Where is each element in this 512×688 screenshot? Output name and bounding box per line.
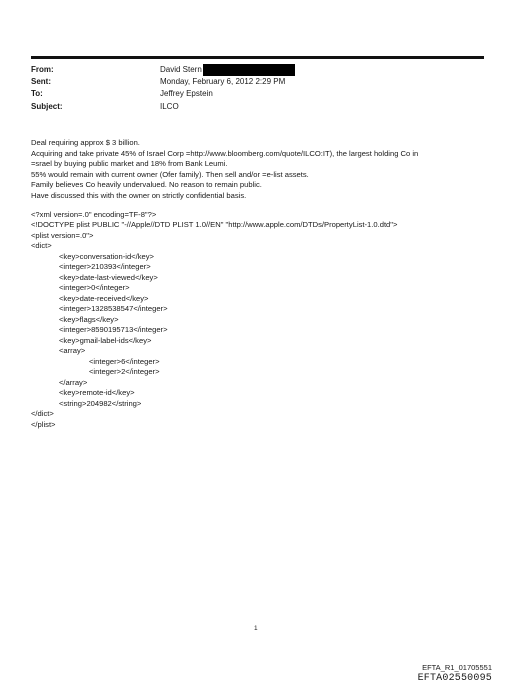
email-body — [31, 138, 491, 430]
xml-line: <string>204982</string> — [59, 398, 142, 408]
xml-line: <key>flags</key> — [59, 314, 119, 324]
xml-line: <!DOCTYPE plist PUBLIC "-//Apple//DTD PLIST 1.0//EN" "http://www.apple.com/DTDs/PropertyList-1.0.dtd"> — [31, 220, 398, 230]
to-label: To: — [31, 89, 43, 99]
subject-value: ILCO — [160, 101, 179, 111]
xml-line: <integer>6</integer> — [89, 356, 160, 366]
body-line: 55% would remain with current owner (Ofer family). Then sell and/or =e-list assets. — [31, 169, 309, 179]
xml-line: <integer>1328538547</integer> — [59, 304, 168, 314]
subject-row — [31, 101, 295, 113]
xml-line: <key>remote-id</key> — [59, 388, 135, 398]
bates-number: EFTA02550095 — [417, 673, 492, 684]
from-value: David Stern — [160, 65, 202, 74]
xml-line: </array> — [59, 377, 88, 387]
xml-line: <integer>210393</integer> — [59, 262, 151, 272]
xml-line: <plist version=.0"> — [31, 230, 94, 240]
body-line: Family believes Co heavily undervalued. No reason to remain public. — [31, 180, 262, 189]
xml-line: <integer>0</integer> — [59, 283, 130, 293]
xml-line: <dict> — [31, 241, 52, 251]
document-reference: EFTA_R1_01705551 — [422, 663, 492, 672]
body-line: Deal requiring approx $ 3 billion. — [31, 138, 140, 147]
xml-line: <key>date-last-viewed</key> — [59, 272, 158, 282]
subject-label: Subject: — [31, 101, 63, 111]
email-header — [31, 64, 295, 113]
xml-line: </dict> — [31, 409, 54, 419]
page-number: 1 — [254, 625, 258, 632]
paragraph-gap — [31, 201, 491, 210]
xml-line: <key>conversation-id</key> — [59, 251, 154, 261]
to-row — [31, 88, 295, 100]
xml-line: </plist> — [31, 419, 56, 429]
sent-label: Sent: — [31, 77, 51, 87]
xml-block — [31, 210, 491, 431]
xml-line: <key>gmail-label-ids</key> — [59, 335, 152, 345]
sent-value: Monday, February 6, 2012 2:29 PM — [160, 77, 286, 87]
body-line: =srael by buying public market and 18% from Bank Leumi. — [31, 159, 228, 168]
from-label: From: — [31, 65, 54, 74]
sent-row — [31, 76, 295, 88]
redaction-bar — [203, 64, 295, 76]
header-rule — [31, 56, 484, 59]
from-row — [31, 64, 295, 76]
body-line: Have discussed this with the owner on strictly confidential basis. — [31, 190, 247, 200]
xml-line: <integer>2</integer> — [89, 367, 160, 377]
body-line: Acquiring and take private 45% of Israel Corp =http://www.bloomberg.com/quote/ILCO:IT), the largest holding Co in — [31, 148, 419, 158]
xml-line: <?xml version=.0" encoding=TF-8"?> — [31, 209, 157, 219]
xml-line: <key>date-received</key> — [59, 293, 149, 303]
xml-line: <integer>8590195713</integer> — [59, 325, 168, 335]
to-value: Jeffrey Epstein — [160, 89, 213, 99]
xml-line: <array> — [59, 346, 86, 356]
